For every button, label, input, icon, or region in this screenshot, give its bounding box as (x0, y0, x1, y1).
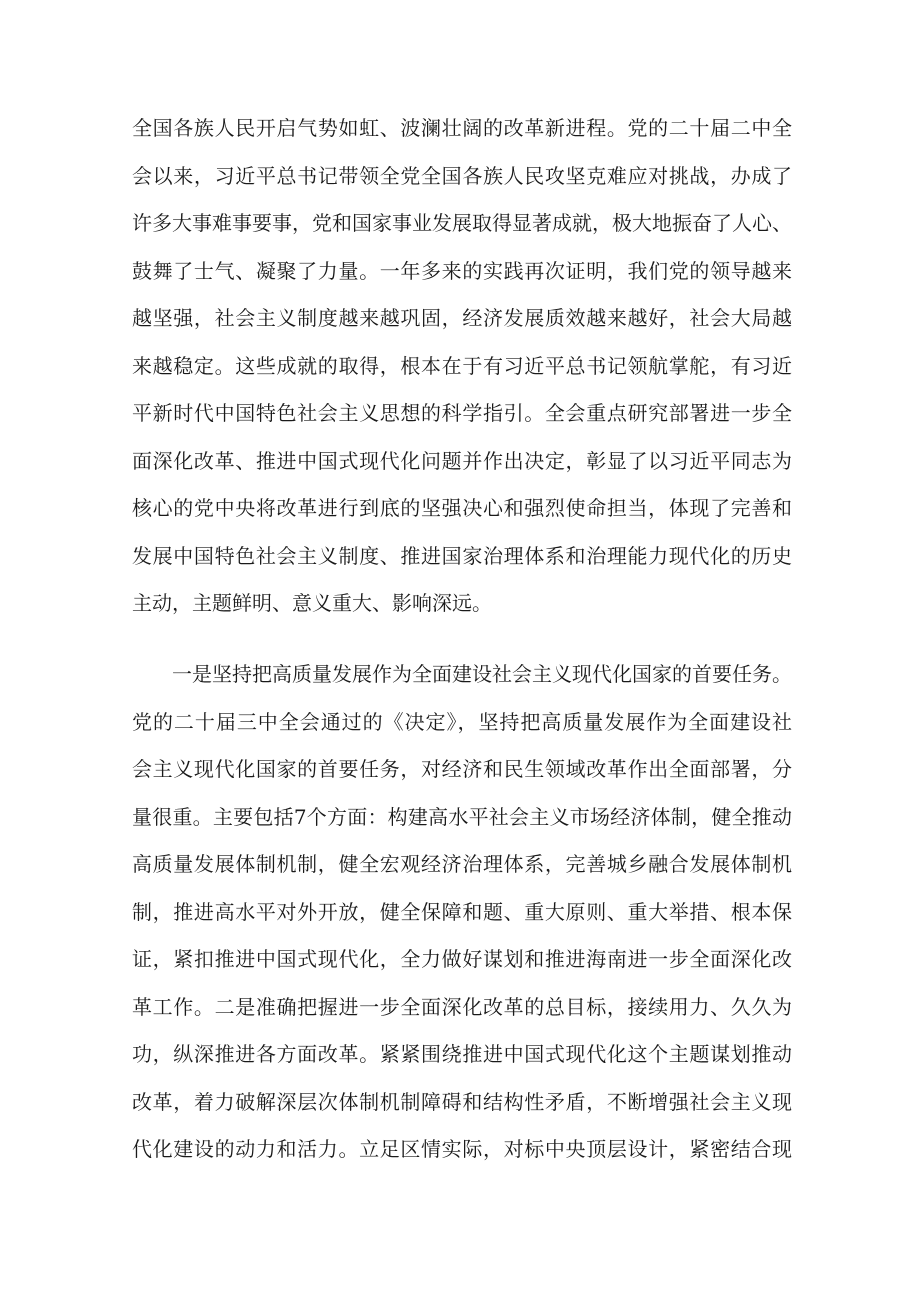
paragraph-line: 全国各族人民开启气势如虹、波澜壮阔的改革新进程。党的二十届二中全 (132, 116, 792, 140)
paragraph-line: 会主义现代化国家的首要任务，对经济和民生领域改革作出全面部署，分 (132, 757, 792, 781)
paragraph-line: 改革，着力破解深层次体制机制障碍和结构性矛盾，不断增强社会主义现 (132, 1090, 792, 1114)
paragraph-line: 量很重。主要包括7个方面：构建高水平社会主义市场经济体制，健全推动 (132, 805, 792, 829)
paragraph-line: 代化建设的动力和活力。立足区情实际，对标中央顶层设计，紧密结合现 (132, 1137, 792, 1161)
paragraph-line: 证，紧扣推进中国式现代化，全力做好谋划和推进海南进一步全面深化改 (132, 947, 792, 971)
paragraph-line: 主动，主题鲜明、意义重大、影响深远。 (132, 591, 492, 615)
paragraph-line: 制，推进高水平对外开放，健全保障和题、重大原则、重大举措、根本保 (132, 900, 792, 924)
paragraph-line: 鼓舞了士气、凝聚了力量。一年多来的实践再次证明，我们党的领导越来 (132, 259, 792, 283)
paragraph-line: 越坚强，社会主义制度越来越巩固，经济发展质效越来越好，社会大局越 (132, 306, 792, 330)
paragraph-line: 发展中国特色社会主义制度、推进国家治理体系和治理能力现代化的历史 (132, 544, 792, 568)
paragraph-line: 功，纵深推进各方面改革。紧紧围绕推进中国式现代化这个主题谋划推动 (132, 1042, 792, 1066)
paragraph-line: 核心的党中央将改革进行到底的坚强决心和强烈使命担当，体现了完善和 (132, 496, 792, 520)
paragraph-line: 一是坚持把高质量发展作为全面建设社会主义现代化国家的首要任务。 (172, 662, 792, 686)
paragraph-line: 来越稳定。这些成就的取得，根本在于有习近平总书记领航掌舵，有习近 (132, 354, 792, 378)
paragraph-line: 高质量发展体制机制，健全宏观经济治理体系，完善城乡融合发展体制机 (132, 852, 792, 876)
paragraph-line: 党的二十届三中全会通过的《决定》，坚持把高质量发展作为全面建设社 (132, 710, 792, 734)
paragraph-line: 会以来，习近平总书记带领全党全国各族人民攻坚克难应对挑战，办成了 (132, 164, 792, 188)
paragraph-line: 许多大事难事要事，党和国家事业发展取得显著成就，极大地振奋了人心、 (132, 211, 792, 235)
paragraph-line: 革工作。二是准确把握进一步全面深化改革的总目标，接续用力、久久为 (132, 995, 792, 1019)
paragraph-line: 平新时代中国特色社会主义思想的科学指引。全会重点研究部署进一步全 (132, 401, 792, 425)
paragraph-line: 面深化改革、推进中国式现代化问题并作出决定，彰显了以习近平同志为 (132, 449, 792, 473)
